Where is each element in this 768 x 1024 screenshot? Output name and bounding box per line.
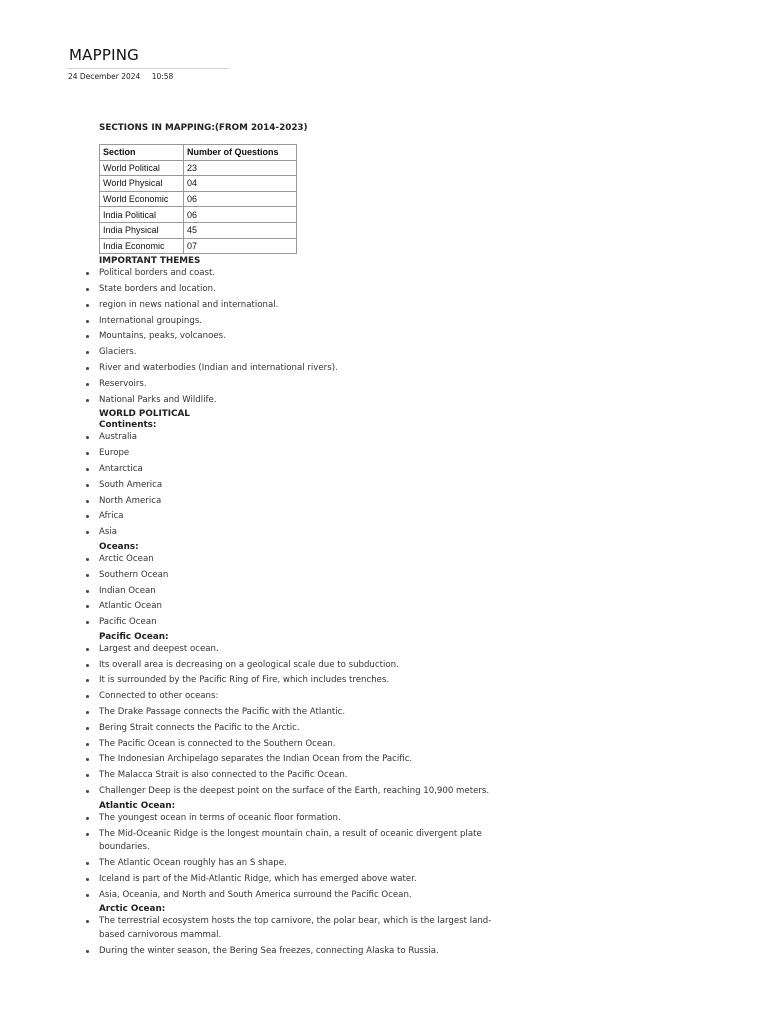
list-item: North America xyxy=(99,495,499,509)
list-item: State borders and location. xyxy=(99,283,499,297)
list-item: Political borders and coast. xyxy=(99,267,499,281)
table-row xyxy=(100,191,297,207)
pacific-heading: Pacific Ocean: xyxy=(99,631,169,642)
list-item: South America xyxy=(99,479,499,493)
list-item: The terrestrial ecosystem hosts the top carnivore, the polar bear, which is the largest land-based carnivorous mammal. xyxy=(99,915,499,942)
table-cell: India Economic xyxy=(100,238,184,254)
continents-heading: Continents: xyxy=(99,420,157,431)
list-item: Mountains, peaks, volcanoes. xyxy=(99,330,499,344)
list-item: Reservoirs. xyxy=(99,378,499,392)
timestamp xyxy=(68,72,173,81)
table-header-cell: Section xyxy=(100,145,184,161)
list-item: region in news national and international. xyxy=(99,299,499,313)
list-item: Largest and deepest ocean. xyxy=(99,643,499,657)
list-item: The Drake Passage connects the Pacific with the Atlantic. xyxy=(99,706,499,720)
list-item: Glaciers. xyxy=(99,346,499,360)
list-item: The Mid-Oceanic Ridge is the longest mountain chain, a result of oceanic divergent plate boundaries. xyxy=(99,828,499,855)
table-cell: World Political xyxy=(100,160,184,176)
atlantic-heading: Atlantic Ocean: xyxy=(99,800,176,811)
list-item: Africa xyxy=(99,510,499,524)
list-item: Indian Ocean xyxy=(99,585,499,599)
list-item: During the winter season, the Bering Sea freezes, connecting Alaska to Russia. xyxy=(99,945,499,959)
table-cell: World Economic xyxy=(100,191,184,207)
list-item: Iceland is part of the Mid-Atlantic Ridge, which has emerged above water. xyxy=(99,873,499,887)
list-item: National Parks and Wildlife. xyxy=(99,394,499,408)
table-row xyxy=(100,160,297,176)
list-item: Its overall area is decreasing on a geological scale due to subduction. xyxy=(99,659,499,673)
table-cell: 23 xyxy=(184,160,297,176)
table-cell: India Physical xyxy=(100,222,184,238)
list-item: Australia xyxy=(99,431,499,445)
list-item: The Indonesian Archipelago separates the Indian Ocean from the Pacific. xyxy=(99,753,499,767)
table-row xyxy=(100,222,297,238)
oceans-heading: Oceans: xyxy=(99,541,139,552)
page-title: MAPPING xyxy=(69,46,139,64)
list-item: Antarctica xyxy=(99,463,499,477)
table-cell: 45 xyxy=(184,222,297,238)
list-item: Atlantic Ocean xyxy=(99,600,499,614)
sections-table xyxy=(99,144,297,254)
list-item: The Pacific Ocean is connected to the Southern Ocean. xyxy=(99,738,499,752)
table-cell: India Political xyxy=(100,207,184,223)
list-item: Arctic Ocean xyxy=(99,553,499,567)
atlantic-list xyxy=(99,812,499,902)
note-time: 10:58 xyxy=(151,72,174,81)
list-item: The youngest ocean in terms of oceanic floor formation. xyxy=(99,812,499,826)
oceans-list xyxy=(99,553,499,630)
list-item: The Malacca Strait is also connected to the Pacific Ocean. xyxy=(99,769,499,783)
list-item: Challenger Deep is the deepest point on the surface of the Earth, reaching 10,900 meters. xyxy=(99,785,499,799)
themes-list xyxy=(99,267,499,407)
list-item: Pacific Ocean xyxy=(99,616,499,630)
list-item: River and waterbodies (Indian and international rivers). xyxy=(99,362,499,376)
table-cell: 04 xyxy=(184,176,297,192)
continents-list xyxy=(99,431,499,539)
note-body xyxy=(99,123,499,960)
list-item: The Atlantic Ocean roughly has an S shape. xyxy=(99,857,499,871)
list-item: Connected to other oceans: xyxy=(99,690,499,704)
table-row xyxy=(100,238,297,254)
table-cell: 07 xyxy=(184,238,297,254)
themes-heading: IMPORTANT THEMES xyxy=(99,256,201,267)
table-row xyxy=(100,207,297,223)
table-row xyxy=(100,176,297,192)
table-header-row xyxy=(100,145,297,161)
world-political-heading: WORLD POLITICAL xyxy=(99,409,190,420)
list-item: Southern Ocean xyxy=(99,569,499,583)
list-item: International groupings. xyxy=(99,315,499,329)
table-cell: World Physical xyxy=(100,176,184,192)
list-item: Asia xyxy=(99,526,499,540)
pacific-list xyxy=(99,643,499,799)
list-item: It is surrounded by the Pacific Ring of Fire, which includes trenches. xyxy=(99,674,499,688)
list-item: Europe xyxy=(99,447,499,461)
list-item: Asia, Oceania, and North and South America surround the Pacific Ocean. xyxy=(99,889,499,903)
table-cell: 06 xyxy=(184,207,297,223)
note-date: 24 December 2024 xyxy=(68,72,141,81)
arctic-list xyxy=(99,915,499,958)
table-header-cell: Number of Questions xyxy=(184,145,297,161)
arctic-heading: Arctic Ocean: xyxy=(99,904,166,915)
table-cell: 06 xyxy=(184,191,297,207)
list-item: Bering Strait connects the Pacific to the Arctic. xyxy=(99,722,499,736)
sections-heading: SECTIONS IN MAPPING:(FROM 2014-2023) xyxy=(99,123,308,133)
title-divider xyxy=(67,68,229,69)
